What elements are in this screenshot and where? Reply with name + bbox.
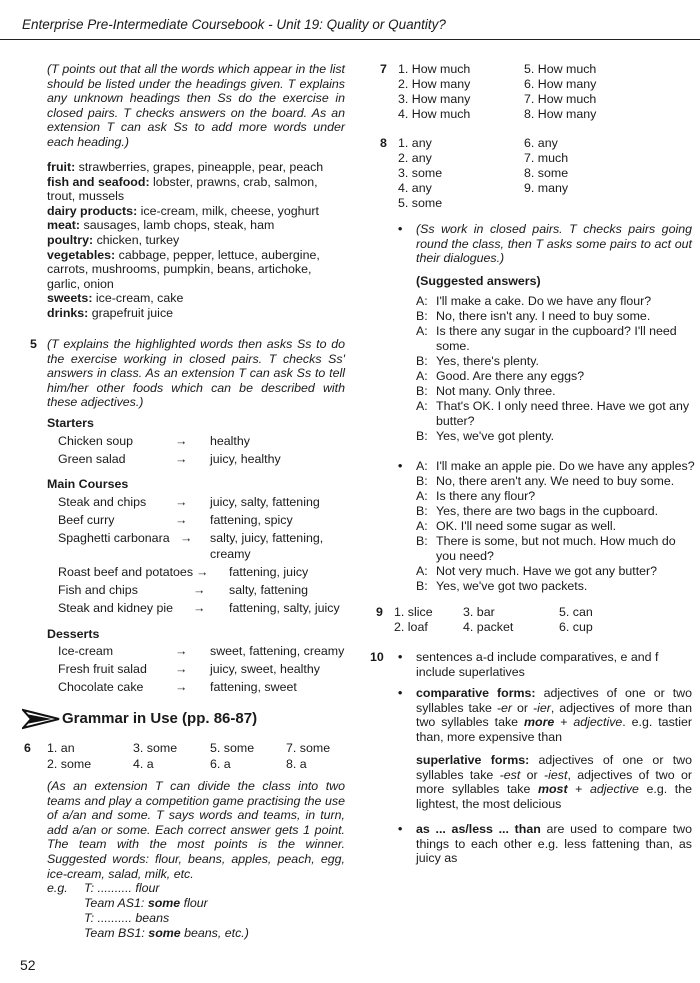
food-name: Beef curry — [58, 513, 115, 527]
answer-item: 7. How much — [524, 92, 597, 106]
food-name: Green salad — [58, 452, 126, 466]
bullet: • — [398, 822, 403, 836]
ex5-note: (T explains the highlighted words then asks Ss to do the exercise working in closed pairs. T checks Ss' answers in class. As an extension T can ask Ss to tell him/her other foods which can be described with these adjectives.) — [47, 337, 345, 410]
speaker-label: B: — [416, 429, 428, 443]
ex6-note: (As an extension T can divide the class into two teams and play a competition game practising the use of a/an and some. T says words and teams, in turn, add a/an or some. Each correct answer gets 1 point. The team with the most points is the winner. Suggested words: flour, beans, apples, peach, egg, ice-cream, salad, milk, etc. — [47, 779, 345, 881]
answer-item: 4. a — [133, 757, 154, 771]
example-line: T: .......... beans — [84, 911, 170, 925]
exercise-number: 5 — [30, 337, 37, 351]
food-name: Fish and chips — [58, 583, 138, 597]
list-item: meat: sausages, lamb chops, steak, ham — [47, 218, 275, 233]
answer-item: 6. any — [524, 136, 558, 150]
answer-item: 5. some — [210, 741, 255, 755]
speaker-label: A: — [416, 294, 428, 308]
food-name: Roast beef and potatoes — [58, 565, 194, 579]
example-label: e.g. — [47, 881, 68, 895]
dialogue-line: Not many. Only three. — [436, 384, 556, 398]
food-category-list — [47, 160, 347, 321]
answer-item: 3. some — [398, 166, 443, 180]
dialogue-line: OK. I'll need some sugar as well. — [436, 519, 617, 533]
dialogue-line: you need? — [436, 549, 494, 563]
food-adjectives: fattening, sweet — [210, 680, 297, 694]
suggested-answers-heading: (Suggested answers) — [416, 274, 541, 288]
dialogue-line: There is some, but not much. How much do — [436, 534, 676, 548]
speaker-label: B: — [416, 309, 428, 323]
arrow-icon: → — [175, 680, 188, 694]
dialogue-line: I'll make a cake. Do we have any flour? — [436, 294, 652, 308]
answer-item: 6. a — [210, 757, 231, 771]
bullet: • — [398, 686, 403, 700]
answer-item: 1. any — [398, 136, 432, 150]
answer-item: 2. some — [47, 757, 92, 771]
food-name: Chicken soup — [58, 434, 134, 448]
answer-item: 2. How many — [398, 77, 471, 91]
arrow-icon: → — [175, 434, 188, 448]
arrow-icon: → — [193, 583, 206, 597]
list-item: vegetables: cabbage, pepper, lettuce, aubergine, carrots, mushrooms, pumpkin, beans, artichoke, garlic, onion — [47, 247, 320, 291]
food-adjectives: juicy, healthy — [210, 452, 281, 466]
speaker-label: A: — [416, 369, 428, 383]
speaker-label: B: — [416, 384, 428, 398]
dialogue-line: Yes, there are two bags in the cupboard. — [436, 504, 659, 518]
example-line: Team AS1: some flour — [84, 896, 208, 910]
dialogue-line: Yes, there's plenty. — [436, 354, 539, 368]
list-item: fruit: strawberries, grapes, pineapple, pear, peach — [47, 160, 324, 174]
bullet: • — [398, 222, 403, 236]
answer-item: 6. How many — [524, 77, 597, 91]
answer-item: 4. How much — [398, 107, 471, 121]
arrow-icon: → — [180, 531, 193, 545]
answer-item: 2. any — [398, 151, 432, 165]
ex10-comparative-forms: comparative forms: adjectives of one or two syllables take -er or -ier, adjectives of more than two syllables take more + adjective. e.g. tastier than, more expensive than — [416, 686, 692, 744]
list-item: drinks: grapefruit juice — [47, 305, 174, 320]
section-heading-main-courses: Main Courses — [47, 477, 129, 491]
dialogue-line: No, there aren't any. We need to buy some. — [436, 474, 675, 488]
arrow-icon: → — [175, 452, 188, 466]
food-name: Steak and chips — [58, 495, 147, 509]
food-name: Fresh fruit salad — [58, 662, 147, 676]
ex10-as-as-less-than: as ... as/less ... than are used to compare two things to each other e.g. less fattening than, as juicy as — [416, 822, 693, 866]
dialogue-line: Not very much. Have we got any butter? — [436, 564, 658, 578]
food-adjectives: salty, fattening — [229, 583, 308, 597]
speaker-label: A: — [416, 489, 428, 503]
arrow-icon: → — [175, 662, 188, 676]
answer-item: 7. much — [524, 151, 569, 165]
dialogue-line: Yes, we've got two packets. — [436, 579, 588, 593]
list-item: poultry: chicken, turkey — [47, 232, 180, 247]
intro-note: (T points out that all the words which appear in the list should be listed under the headings given. T explains any unknown headings then Ss do the exercise in closed pairs. T checks answers on the board. As an extension T can ask Ss to add more words under each heading.) — [47, 62, 345, 149]
dialogue-line: I'll make an apple pie. Do we have any apples? — [436, 459, 695, 473]
dialogue-line: some. — [436, 339, 470, 353]
exercise-number: 8 — [380, 136, 387, 150]
arrow-icon: → — [196, 565, 209, 579]
arrow-icon: → — [175, 495, 188, 509]
answer-item: 9. many — [524, 181, 569, 195]
answer-item: 2. loaf — [394, 620, 428, 634]
section-heading-desserts: Desserts — [47, 627, 100, 641]
answer-item: 8. some — [524, 166, 569, 180]
ex8-note: (Ss work in closed pairs. T checks pairs going round the class, then T asks some pairs to act out their dialogues.) — [416, 222, 692, 266]
example-line: T: .......... flour — [84, 881, 160, 895]
answer-item: 4. any — [398, 181, 432, 195]
speaker-label: A: — [416, 519, 428, 533]
exercise-number: 7 — [380, 62, 387, 76]
food-adjectives: creamy — [210, 547, 251, 561]
exercise-number: 9 — [376, 605, 383, 619]
answer-item: 6. cup — [559, 620, 593, 634]
food-adjectives: fattening, salty, juicy — [229, 601, 340, 615]
speaker-label: B: — [416, 579, 428, 593]
food-adjectives: healthy — [210, 434, 250, 448]
food-adjectives: fattening, spicy — [210, 513, 293, 527]
answer-item: 3. How many — [398, 92, 471, 106]
food-adjectives: salty, juicy, fattening, — [210, 531, 324, 545]
speaker-label: B: — [416, 474, 428, 488]
answer-item: 1. How much — [398, 62, 471, 76]
answer-item: 4. packet — [463, 620, 514, 634]
dialogue-line: Yes, we've got plenty. — [436, 429, 555, 443]
food-adjectives: juicy, salty, fattening — [210, 495, 320, 509]
arrow-icon: → — [175, 644, 188, 658]
answer-item: 3. some — [133, 741, 178, 755]
answer-item: 1. an — [47, 741, 75, 755]
section-heading-starters: Starters — [47, 416, 94, 430]
example-line: Team BS1: some beans, etc.) — [84, 926, 249, 940]
exercise-number: 10 — [370, 650, 384, 664]
answer-item: 5. can — [559, 605, 593, 619]
dialogue-line: Is there any flour? — [436, 489, 536, 503]
list-item: dairy products: ice-cream, milk, cheese, yoghurt — [47, 203, 319, 218]
list-item: fish and seafood: lobster, prawns, crab, salmon, trout, mussels — [47, 174, 318, 204]
answer-item: 8. How many — [524, 107, 597, 121]
food-adjectives: sweet, fattening, creamy — [210, 644, 345, 658]
speaker-label: B: — [416, 354, 428, 368]
answer-item: 5. some — [398, 196, 443, 210]
answer-item: 8. a — [286, 757, 307, 771]
right-column — [360, 0, 700, 983]
speaker-label: A: — [416, 459, 428, 473]
food-adjectives: fattening, juicy — [229, 565, 309, 579]
ex10-superlative-forms: superlative forms: adjectives of one or two syllables take -est or -iest, adjectives of two or more syllables take most + adjective e.g. the lightest, the most delicious — [416, 753, 693, 811]
food-name: Ice-cream — [58, 644, 114, 658]
arrow-icon: → — [175, 513, 188, 527]
speaker-label: A: — [416, 399, 428, 413]
bullet: • — [398, 459, 403, 473]
food-adjectives: juicy, sweet, healthy — [210, 662, 320, 676]
dialogue-line: Is there any sugar in the cupboard? I'll need — [436, 324, 677, 338]
page-title: Enterprise Pre-Intermediate Coursebook - Unit 19: Quality or Quantity? — [22, 17, 446, 32]
arrow-pointer-icon — [22, 707, 60, 731]
speaker-label: B: — [416, 534, 428, 548]
answer-item: 5. How much — [524, 62, 597, 76]
answer-item: 7. some — [286, 741, 331, 755]
food-name: Chocolate cake — [58, 680, 144, 694]
list-item: sweets: ice-cream, cake — [47, 291, 184, 306]
ex10-point-1: sentences a-d include comparatives, e and f include superlatives — [416, 650, 659, 679]
section-title-grammar: Grammar in Use (pp. 86-87) — [62, 710, 258, 727]
dialogue-line: Good. Are there any eggs? — [436, 369, 585, 383]
dialogue-line: butter? — [436, 414, 475, 428]
speaker-label: A: — [416, 564, 428, 578]
food-name: Steak and kidney pie — [58, 601, 174, 615]
exercise-number: 6 — [24, 741, 31, 755]
bullet: • — [398, 650, 403, 664]
dialogue-line: That's OK. I only need three. Have we got any — [436, 399, 690, 413]
speaker-label: B: — [416, 504, 428, 518]
answer-item: 1. slice — [394, 605, 433, 619]
dialogue-line: No, there isn't any. I need to buy some. — [436, 309, 651, 323]
food-name: Spaghetti carbonara — [58, 531, 170, 545]
arrow-icon: → — [193, 601, 206, 615]
speaker-label: A: — [416, 324, 428, 338]
page-number: 52 — [20, 957, 36, 973]
answer-item: 3. bar — [463, 605, 495, 619]
